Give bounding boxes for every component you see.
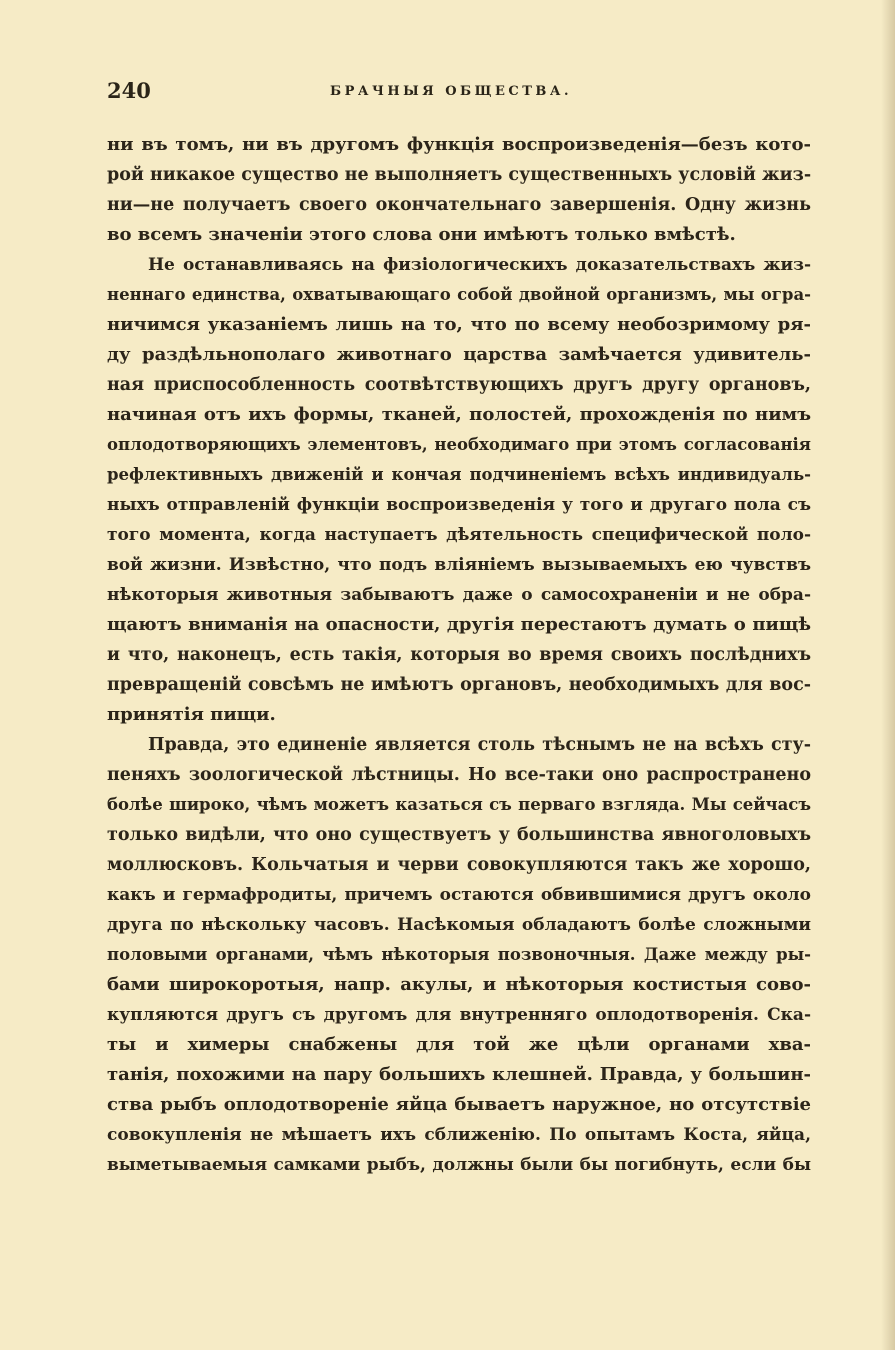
text-line: ду раздѣльнополаго животнаго царства замѣчается удивитель- bbox=[107, 344, 811, 365]
text-line: начиная отъ ихъ формы, тканей, полостей, прохожденія по нимъ bbox=[107, 404, 811, 425]
text-line: ная приспособленность соотвѣтствующихъ другъ другу органовъ, bbox=[107, 375, 811, 395]
text-line: ни въ томъ, ни въ другомъ функція воспроизведенія—безъ кото- bbox=[107, 134, 811, 155]
text-line: ныхъ отправленій функціи воспроизведенія у того и другаго пола съ bbox=[107, 495, 811, 515]
text-line: ты и химеры снабжены для той же цѣли органами хва- bbox=[107, 1034, 811, 1055]
text-line: во всемъ значеніи этого слова они имѣютъ только вмѣстѣ. bbox=[107, 224, 736, 245]
text-line: превращеній совсѣмъ не имѣютъ органовъ, необходимыхъ для вос- bbox=[107, 675, 811, 695]
text-line: рой никакое существо не выполняетъ существенныхъ условій жиз- bbox=[107, 165, 811, 185]
text-line: моллюсковъ. Кольчатыя и черви совокупляются такъ же хорошо, bbox=[107, 855, 811, 875]
text-line: щаютъ вниманія на опасности, другія перестаютъ думать о пищѣ bbox=[107, 614, 811, 635]
text-line: ничимся указаніемъ лишь на то, что по всему необозримому ря- bbox=[107, 314, 811, 335]
text-line: ни—не получаетъ своего окончательнаго завершенія. Одну жизнь bbox=[107, 195, 811, 215]
text-line: Правда, это единеніе является столь тѣснымъ не на всѣхъ сту- bbox=[148, 735, 811, 755]
page-edge-shadow bbox=[881, 0, 895, 1350]
text-line: оплодотворяющихъ элементовъ, необходимаго при этомъ согласованія bbox=[107, 435, 811, 454]
running-title: БРАЧНЫЯ ОБЩЕСТВА. bbox=[330, 84, 573, 99]
text-line: танія, похожими на пару большихъ клешней. Правда, у большин- bbox=[107, 1064, 811, 1085]
text-line: рефлективныхъ движеній и кончая подчиненіемъ всѣхъ индивидуаль- bbox=[107, 465, 811, 484]
text-line: принятія пищи. bbox=[107, 704, 276, 725]
text-line: совокупленія не мѣшаетъ ихъ сближенію. По опытамъ Коста, яйца, bbox=[107, 1125, 811, 1145]
body-text bbox=[107, 130, 811, 1180]
text-line: пеняхъ зоологической лѣстницы. Но все-таки оно распространено bbox=[107, 765, 811, 785]
text-line: нѣкоторыя животныя забываютъ даже о самосохраненіи и не обра- bbox=[107, 585, 811, 605]
text-line: половыми органами, чѣмъ нѣкоторыя позвоночныя. Даже между ры- bbox=[107, 945, 811, 964]
text-line: друга по нѣскольку часовъ. Насѣкомыя обладаютъ болѣе сложными bbox=[107, 915, 811, 935]
text-line: болѣе широко, чѣмъ можетъ казаться съ перваго взгляда. Мы сейчасъ bbox=[107, 795, 811, 814]
text-line: неннаго единства, охватывающаго собой двойной организмъ, мы огра- bbox=[107, 285, 811, 304]
text-line: ства рыбъ оплодотвореніе яйца бываетъ наружное, но отсутствіе bbox=[107, 1094, 811, 1115]
text-line: и что, наконецъ, есть такія, которыя во время своихъ послѣднихъ bbox=[107, 645, 811, 665]
text-line: Не останавливаясь на физіологическихъ доказательствахъ жиз- bbox=[148, 255, 811, 275]
text-line: вой жизни. Извѣстно, что подъ вліяніемъ вызываемыхъ ею чувствъ bbox=[107, 555, 811, 575]
text-line: бами широкоротыя, напр. акулы, и нѣкоторыя костистыя сово- bbox=[107, 974, 811, 995]
page-number: 240 bbox=[107, 78, 151, 103]
text-line: того момента, когда наступаетъ дѣятельность специфической поло- bbox=[107, 525, 811, 545]
text-line: только видѣли, что оно существуетъ у большинства явноголовыхъ bbox=[107, 825, 811, 845]
text-line: какъ и гермафродиты, причемъ остаются обвившимися другъ около bbox=[107, 885, 811, 905]
text-line: купляются другъ съ другомъ для внутренняго оплодотворенія. Ска- bbox=[107, 1005, 811, 1025]
text-line: выметываемыя самками рыбъ, должны были бы погибнуть, если бы bbox=[107, 1155, 811, 1175]
